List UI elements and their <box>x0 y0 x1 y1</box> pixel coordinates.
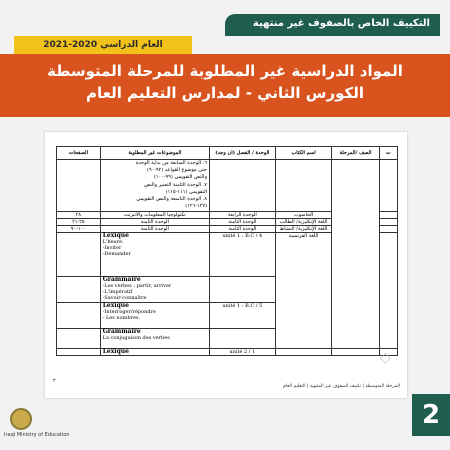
academic-year-badge: العام الدراسي 2020-2021 <box>14 36 192 54</box>
table-row: 5 / unité 1 : B.C Lexique -Interroger/répondre - Les nombres. <box>57 303 398 329</box>
document-page <box>45 132 407 398</box>
header-title-badge: التكييف الخاص بالصفوف غير منتهية <box>225 14 440 36</box>
footer-breadcrumb: المرحلة المتوسطة | تكييف الصفوف غير المنتهية | التعليم العام <box>283 384 400 389</box>
banner-line-2: الكورس الثاني - لمدارس التعليم العام <box>86 84 364 102</box>
col-header-topics: الموضوعات غير المطلوبة <box>100 147 209 160</box>
table-row <box>57 160 398 212</box>
page-number: ٢ <box>53 378 56 384</box>
table-header-row <box>57 147 398 160</box>
watermark: ◇ <box>380 350 391 366</box>
ministry-logo-icon <box>10 408 32 430</box>
ministry-name: Iraqi Ministry of Education <box>4 432 70 438</box>
table-row: اللغة الإنكليزية/ النشاط الوحدة الثامنة الوحدة الثامنة ١٠٠-٩٠ <box>57 226 398 233</box>
col-header-pages: الصفحات <box>57 147 101 160</box>
french-grammaire-1: Grammaire -Les verbes : partir, arriver -L'impératif -Savoir-connaître <box>100 277 209 303</box>
french-lexique-1: Lexique L'heure. -Inviter -Demander <box>100 233 209 277</box>
topics-list: ٦. الوحدة السابعة من بداية الوحدة حتى موضوع القواعد (٩٢-٩٠) والنص التقويمي (٩٩-١٠٠) ٧. الوحدة الثامنة التعبير والنص التقويمي (١١١-١١٥) ٨. الوحدة التاسعة والنص التقويمي (١٢٧-١٢٦) <box>100 160 209 212</box>
title-banner <box>0 54 450 117</box>
table-row: اللغة الفرنسية 4 / unité 1 : B.C Lexique L'heure. -Inviter -Demander <box>57 233 398 277</box>
curriculum-table <box>56 146 398 356</box>
banner-line-1: المواد الدراسية غير المطلوبة للمرحلة المتوسطة <box>47 62 403 80</box>
slide-number-badge: 2 <box>412 394 450 436</box>
french-lexique-3: Lexique <box>100 349 209 356</box>
col-header-unit: الوحدة / الفصل (ان وجد) <box>209 147 275 160</box>
table-row: الحاسوب الوحدة الرابعة تكنولوجيا المعلومات والانترنت ٢٨ <box>57 212 398 219</box>
col-header-index: ت <box>379 147 397 160</box>
col-header-grade: الصف /المرحلة <box>332 147 379 160</box>
col-header-book: اسم الكتاب <box>275 147 332 160</box>
table-row: 1 / unité 2 Lexique <box>57 349 398 356</box>
french-lexique-2: Lexique -Interroger/répondre - Les nombres. <box>100 303 209 329</box>
table-row: اللغة الإنكليزية/ الطالب الوحدة الثامنة الوحدة الثامنة ٢٥-٢١ <box>57 219 398 226</box>
french-grammaire-2: Grammaire La conjugaison des verbes <box>100 329 209 349</box>
